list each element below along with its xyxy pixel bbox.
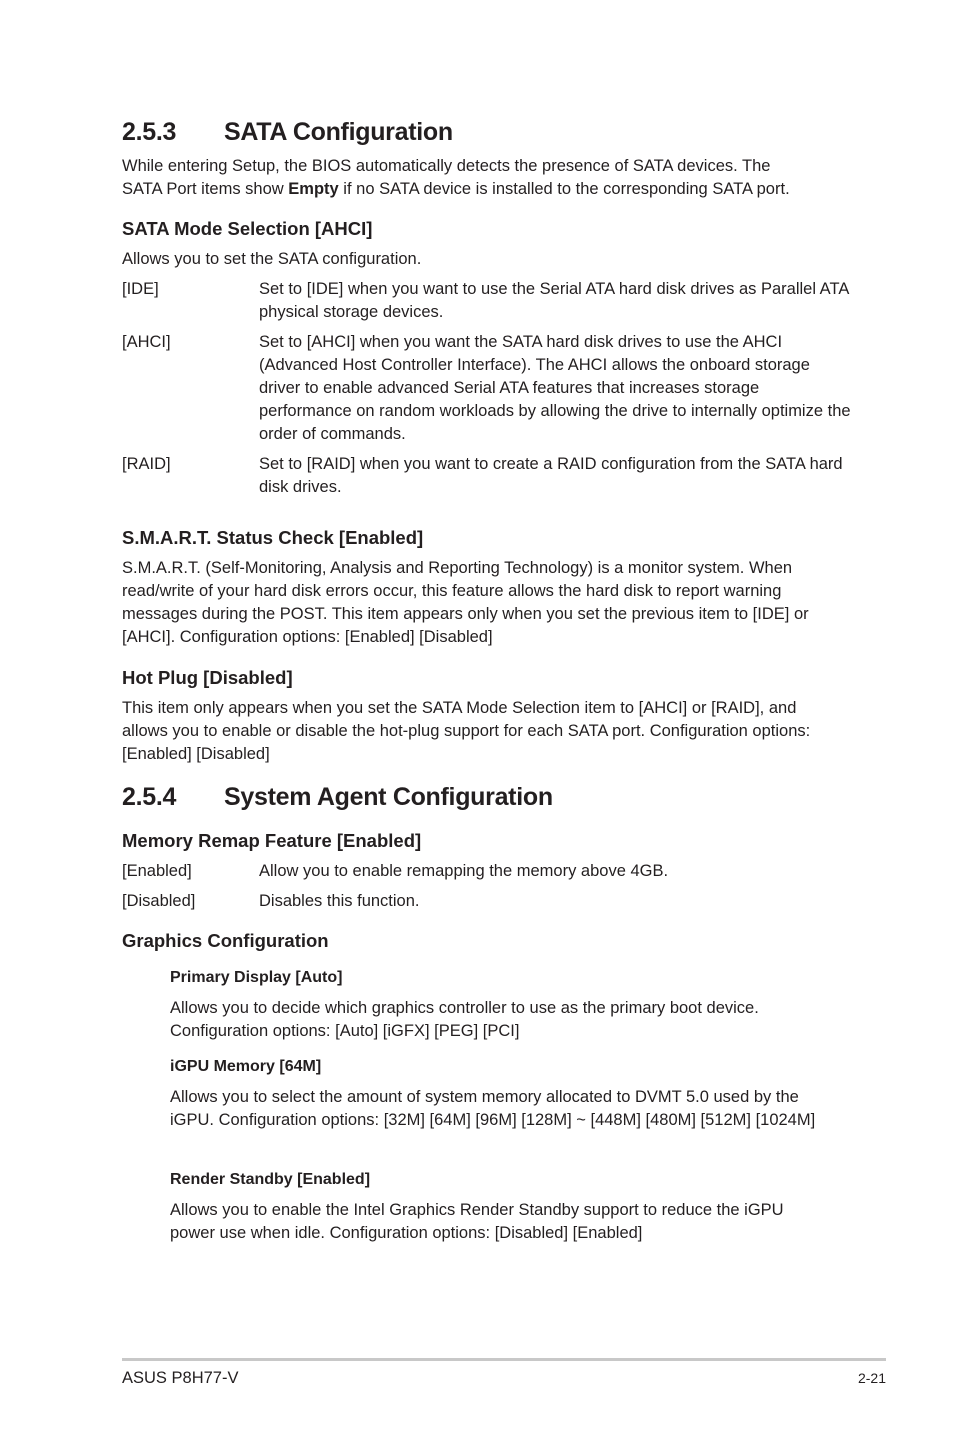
section-heading-system-agent-configuration [122,782,553,812]
heading-memory-remap-feature: Memory Remap Feature [Enabled] [122,830,422,851]
footer-divider [122,1358,886,1361]
option-term: [RAID] [122,455,171,473]
section-title: SATA Configuration [224,118,453,146]
option-description: Set to [IDE] when you want to use the Serial ATA hard disk drives as Parallel ATA physical storage devices. [259,280,849,321]
intro-paragraph [122,155,882,201]
option-description: Disables this function. [259,892,420,910]
heading-sata-mode-selection: SATA Mode Selection [AHCI] [122,218,373,239]
option-term: [Enabled] [122,862,192,880]
smart-description: S.M.A.R.T. (Self-Monitoring, Analysis and Reporting Technology) is a monitor system. When read/write of your hard disk errors occur, this feature allows the hard disk to report warning messages during the POST. This item appears only when you set the previous item to [IDE] or [AHCI]. Configuration options: [Enabled] [Disabled] [122,559,809,646]
option-description: Set to [AHCI] when you want the SATA hard disk drives to use the AHCI (Advanced Host Controller Interface). The AHCI allows the onboard storage driver to enable advanced Serial ATA features that increases storage performance on random workloads by allowing the drive to internally optimize the order of commands. [259,333,851,443]
option-term: [AHCI] [122,333,171,351]
igpu-memory-description: Allows you to select the amount of system memory allocated to DVMT 5.0 used by the iGPU. Configuration options: [32M] [64M] [96M] [128M] ~ [448M] [480M] [512M] [1024M] [170,1088,816,1129]
heading-render-standby: Render Standby [Enabled] [170,1171,371,1188]
sata-mode-description: Allows you to set the SATA configuration. [122,250,422,268]
heading-graphics-configuration: Graphics Configuration [122,930,329,951]
section-number: 2.5.4 [122,783,177,811]
footer-product-name: ASUS P8H77-V [122,1369,239,1387]
option-row-ahci [122,331,852,446]
render-standby-description: Allows you to enable the Intel Graphics Render Standby support to reduce the iGPU power use when idle. Configuration options: [Disabled] [Enabled] [170,1201,784,1242]
footer-page-number: 2-21 [857,1370,886,1386]
primary-display-description: Allows you to decide which graphics controller to use as the primary boot device. Configuration options: [Auto] [iGFX] [PEG] [PCI] [170,999,759,1040]
section-title: System Agent Configuration [224,783,553,811]
heading-hot-plug: Hot Plug [Disabled] [122,667,293,688]
intro-line-2-end: if no SATA device is installed to the corresponding SATA port. [338,180,790,198]
option-row-disabled [122,890,852,913]
intro-line-1: While entering Setup, the BIOS automatically detects the presence of SATA devices. The [122,157,771,175]
section-heading-sata-configuration [122,117,453,147]
heading-igpu-memory: iGPU Memory [64M] [170,1058,322,1075]
option-term: [Disabled] [122,892,196,910]
heading-smart-status-check: S.M.A.R.T. Status Check [Enabled] [122,527,424,548]
heading-primary-display: Primary Display [Auto] [170,969,343,986]
option-description: Allow you to enable remapping the memory above 4GB. [259,862,669,880]
option-row-enabled [122,860,852,883]
option-row-raid [122,453,852,499]
intro-bold-empty: Empty [288,180,339,198]
option-term: [IDE] [122,280,159,298]
option-description: Set to [RAID] when you want to create a RAID configuration from the SATA hard disk drives. [259,455,843,496]
section-number: 2.5.3 [122,118,177,146]
option-row-ide [122,278,852,324]
intro-line-2-start: SATA Port items show [122,180,289,198]
hot-plug-description: This item only appears when you set the SATA Mode Selection item to [AHCI] or [RAID], and allows you to enable or disable the hot-plug support for each SATA port. Configuration options: [Enabled] [Disabled] [122,699,811,763]
